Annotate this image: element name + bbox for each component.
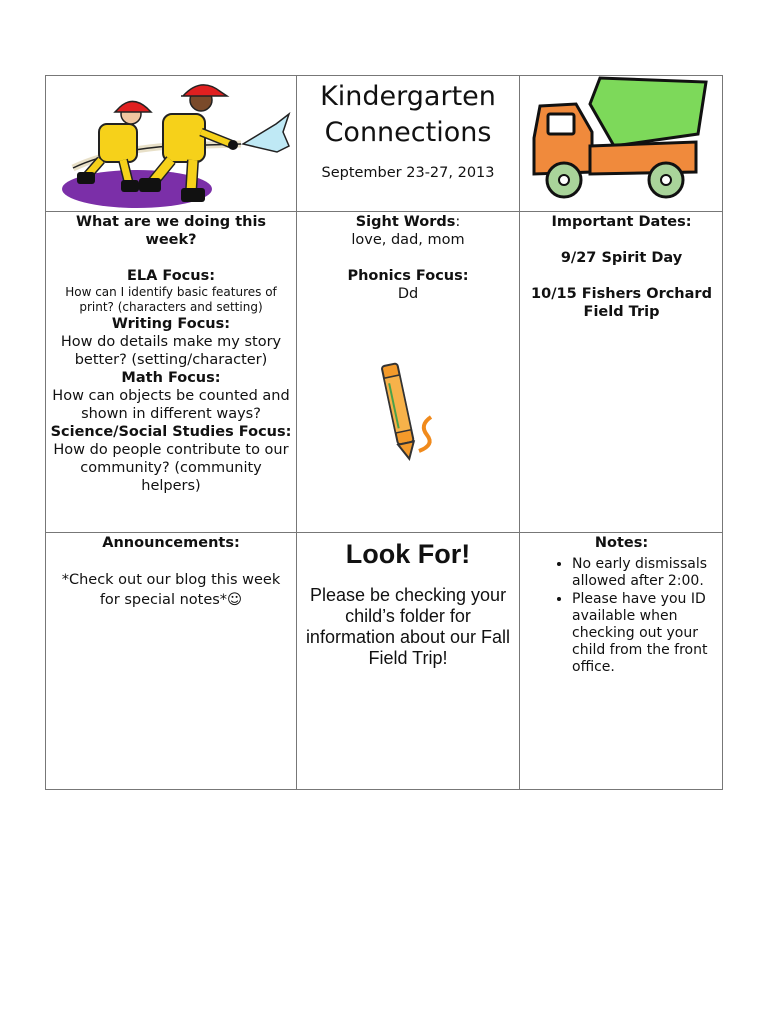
notes-heading: Notes: xyxy=(594,535,649,551)
announcements-cell xyxy=(46,533,297,790)
header-title-cell xyxy=(297,76,520,212)
sight-words-heading xyxy=(297,213,519,231)
important-dates-heading: Important Dates: xyxy=(551,214,692,230)
title-line-2: Connections xyxy=(324,117,492,148)
ela-label: ELA Focus: xyxy=(126,268,216,284)
math-label: Math Focus: xyxy=(121,370,221,386)
notes-cell xyxy=(520,533,723,790)
crayon-icon xyxy=(373,355,443,465)
announcements-text: *Check out our blog this week for special notes*☺ xyxy=(61,572,281,608)
title-line-1: Kindergarten xyxy=(320,81,496,112)
announcements-heading: Announcements: xyxy=(102,535,240,551)
note-item: • No early dismissals allowed after 2:00. xyxy=(572,556,717,590)
page-title xyxy=(297,79,519,151)
phonics-text: Dd xyxy=(397,286,419,302)
look-for-heading: Look For! xyxy=(345,539,471,569)
newsletter-table xyxy=(45,75,723,790)
math-text: How can objects be counted and shown in different ways? xyxy=(52,388,290,422)
science-label: Science/Social Studies Focus: xyxy=(50,424,292,440)
important-date-2: 10/15 Fishers Orchard Field Trip xyxy=(531,286,712,320)
ela-text: How can I identify basic features of print? (characters and setting) xyxy=(65,285,277,314)
sight-words-label: Sight Words xyxy=(355,214,456,230)
dump-truck-icon xyxy=(520,76,723,212)
look-for-cell xyxy=(297,533,520,790)
firefighters-cell xyxy=(46,76,297,212)
note-item: • Please have you ID available when checking out your child from the front office. xyxy=(572,591,717,676)
science-text: How do people contribute to our community? (community helpers) xyxy=(53,442,289,494)
week-dates: September 23-27, 2013 xyxy=(321,165,495,181)
look-for-text: Please be checking your child’s folder for information about our Fall Field Trip! xyxy=(305,585,511,668)
firefighters-with-hose-icon xyxy=(51,76,291,212)
important-date-1: 9/27 Spirit Day xyxy=(560,250,683,266)
week-heading: What are we doing this week? xyxy=(75,214,267,248)
writing-label: Writing Focus: xyxy=(111,316,231,332)
week-focus-cell xyxy=(46,212,297,533)
important-dates-cell xyxy=(520,212,723,533)
writing-text: How do details make my story better? (setting/character) xyxy=(60,334,282,368)
notes-list xyxy=(520,556,723,676)
phonics-label: Phonics Focus: xyxy=(347,268,469,284)
truck-cell xyxy=(520,76,723,212)
sight-words-colon: : xyxy=(455,214,461,230)
sight-words-text: love, dad, mom xyxy=(351,232,465,248)
sight-words-cell xyxy=(297,212,520,533)
